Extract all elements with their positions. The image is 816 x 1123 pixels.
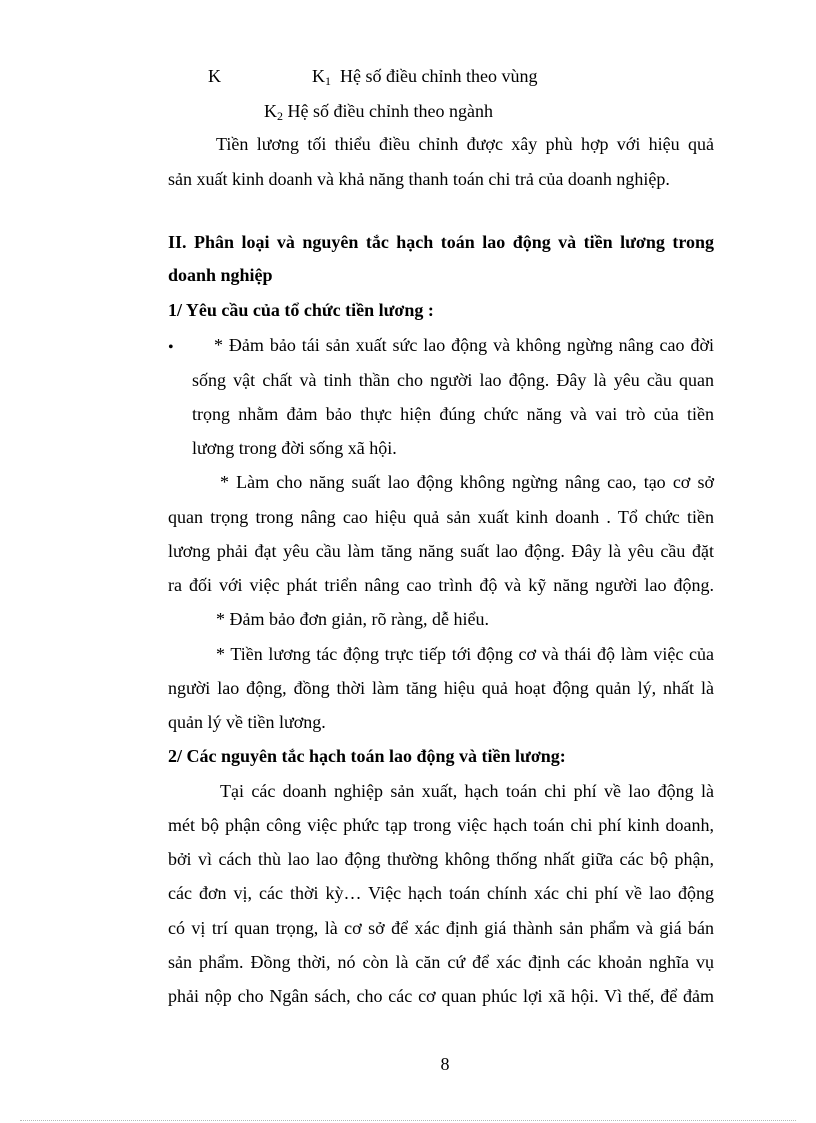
- sub2-line-3: bởi vì cách thù lao lao động thường không thống nhất giữa các bộ phận,: [168, 849, 714, 869]
- sub1-p1-line-2: sống vật chất và tinh thần cho người lao động. Đây là yêu cầu quan: [192, 370, 714, 390]
- sub1-p4-line-2: người lao động, đồng thời làm tăng hiệu quả hoạt động quản lý, nhất là: [168, 678, 714, 698]
- footer-dotted-rule: [20, 1120, 796, 1121]
- formula-k2-line: [264, 100, 493, 122]
- section-2-title-line-2: doanh nghiệp: [168, 265, 273, 285]
- page-number: 8: [440, 1054, 450, 1074]
- sub1-p1-line-3: trọng nhằm đảm bảo thực hiện đúng chức năng và vai trò của tiền: [192, 404, 714, 424]
- k1-description: Hệ số điều chỉnh theo vùng: [340, 66, 538, 86]
- sub1-p3: * Đảm bảo đơn giản, rõ ràng, dễ hiểu.: [216, 609, 489, 629]
- formula-k1-line: [312, 65, 537, 87]
- k2-description: Hệ số điều chỉnh theo ngành: [287, 101, 493, 121]
- sub2-line-1: Tại các doanh nghiệp sản xuất, hạch toán chi phí về lao động là: [220, 781, 714, 801]
- bullet-icon: •: [168, 339, 174, 356]
- sub2-line-5: có vị trí quan trọng, là cơ sở để xác định giá thành sản phẩm và giá bán: [168, 918, 714, 938]
- section-2-title-line-1: II. Phân loại và nguyên tắc hạch toán lao động và tiền lương trong: [168, 232, 714, 252]
- formula-k-symbol: K: [208, 66, 221, 86]
- subsection-2-heading: 2/ Các nguyên tắc hạch toán lao động và tiền lương:: [168, 746, 566, 766]
- k2-subscript: 2: [277, 109, 283, 123]
- k1-subscript: 1: [325, 74, 331, 88]
- subsection-1-heading: 1/ Yêu cầu của tổ chức tiền lương :: [168, 300, 434, 320]
- k2-symbol: K: [264, 101, 277, 121]
- sub1-p2-line-3: lương phải đạt yêu cầu làm tăng năng suất lao động. Đây là yêu cầu đặt: [168, 541, 714, 561]
- sub1-p4-line-3: quản lý về tiền lương.: [168, 712, 326, 732]
- intro-line-1: Tiền lương tối thiểu điều chỉnh được xây phù hợp với hiệu quả: [216, 134, 714, 154]
- k1-symbol: K: [312, 66, 325, 86]
- sub1-p1-line-1: * Đảm bảo tái sản xuất sức lao động và không ngừng nâng cao đời: [214, 335, 714, 355]
- sub2-line-2: mét bộ phận công việc phức tạp trong việc hạch toán chi phí kinh doanh,: [168, 815, 714, 835]
- intro-line-2: sản xuất kinh doanh và khả năng thanh toán chi trả của doanh nghiệp.: [168, 169, 670, 189]
- sub1-p4-line-1: * Tiền lương tác động trực tiếp tới động cơ và thái độ làm việc của: [216, 644, 714, 664]
- sub2-line-4: các đơn vị, các thời kỳ… Việc hạch toán chính xác chi phí về lao động: [168, 883, 714, 903]
- sub1-p2-line-4: ra đối với việc phát triển nâng cao trình độ và kỹ năng người lao động.: [168, 575, 714, 595]
- sub1-p2-line-2: quan trọng trong nâng cao hiệu quả sản xuất kinh doanh . Tổ chức tiền: [168, 507, 714, 527]
- sub2-line-7: phải nộp cho Ngân sách, cho các cơ quan phúc lợi xã hội. Vì thế, để đảm: [168, 986, 714, 1006]
- sub2-line-6: sản phẩm. Đồng thời, nó còn là căn cứ để xác định các khoản nghĩa vụ: [168, 952, 714, 972]
- sub1-p1-line-4: lương trong đời sống xã hội.: [192, 438, 397, 458]
- sub1-p2-line-1: * Làm cho năng suất lao động không ngừng nâng cao, tạo cơ sở: [220, 472, 714, 492]
